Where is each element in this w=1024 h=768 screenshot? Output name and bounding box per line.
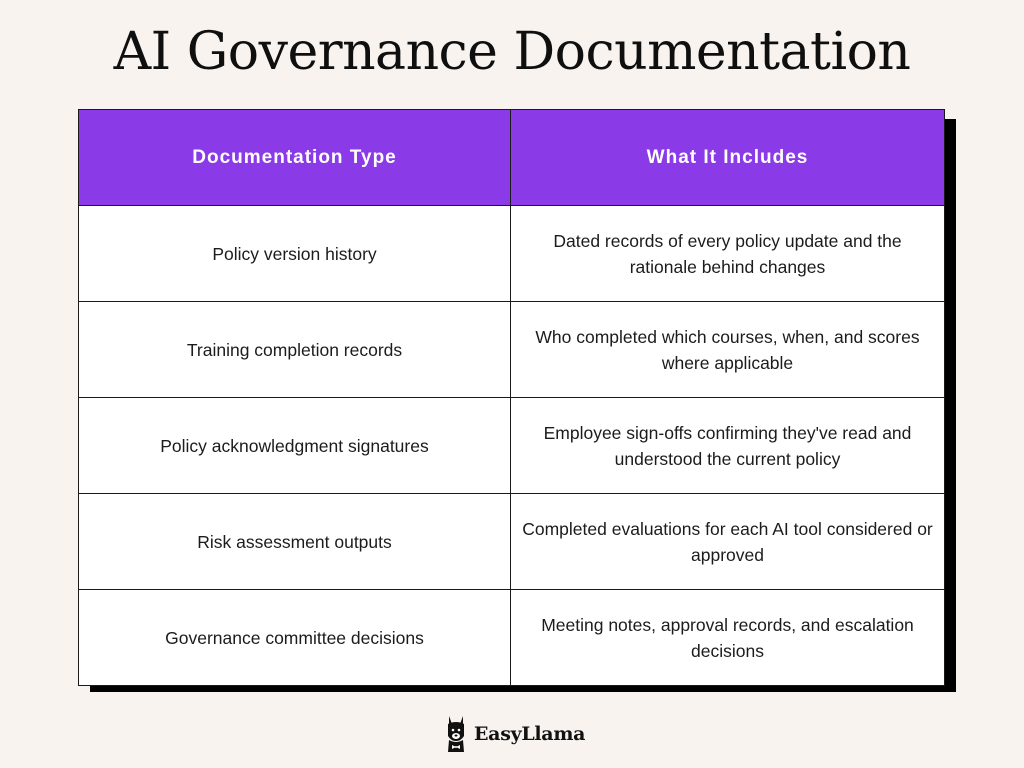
what-it-includes-cell: Who completed which courses, when, and scores where applicable: [511, 302, 945, 398]
table-row: [79, 302, 945, 398]
documentation-table: [78, 109, 945, 686]
table-row: [79, 206, 945, 302]
table-header-row: [79, 110, 945, 206]
table-row: [79, 398, 945, 494]
what-it-includes-cell: Employee sign-offs confirming they've read and understood the current policy: [511, 398, 945, 494]
column-header-what-it-includes: What It Includes: [511, 110, 945, 206]
documentation-type-cell: Risk assessment outputs: [79, 494, 511, 590]
documentation-type-cell: Policy acknowledgment signatures: [79, 398, 511, 494]
table-row: [79, 494, 945, 590]
llama-logo-icon: [444, 714, 468, 754]
what-it-includes-cell: Dated records of every policy update and the rationale behind changes: [511, 206, 945, 302]
column-header-documentation-type: Documentation Type: [79, 110, 511, 206]
documentation-table-container: [78, 109, 944, 682]
what-it-includes-cell: Meeting notes, approval records, and escalation decisions: [511, 590, 945, 686]
brand-logo: [444, 712, 585, 756]
page-title: AI Governance Documentation: [113, 22, 911, 82]
table-row: [79, 590, 945, 686]
documentation-type-cell: Policy version history: [79, 206, 511, 302]
what-it-includes-cell: Completed evaluations for each AI tool considered or approved: [511, 494, 945, 590]
documentation-type-cell: Governance committee decisions: [79, 590, 511, 686]
brand-name: EasyLlama: [474, 723, 586, 745]
documentation-type-cell: Training completion records: [79, 302, 511, 398]
